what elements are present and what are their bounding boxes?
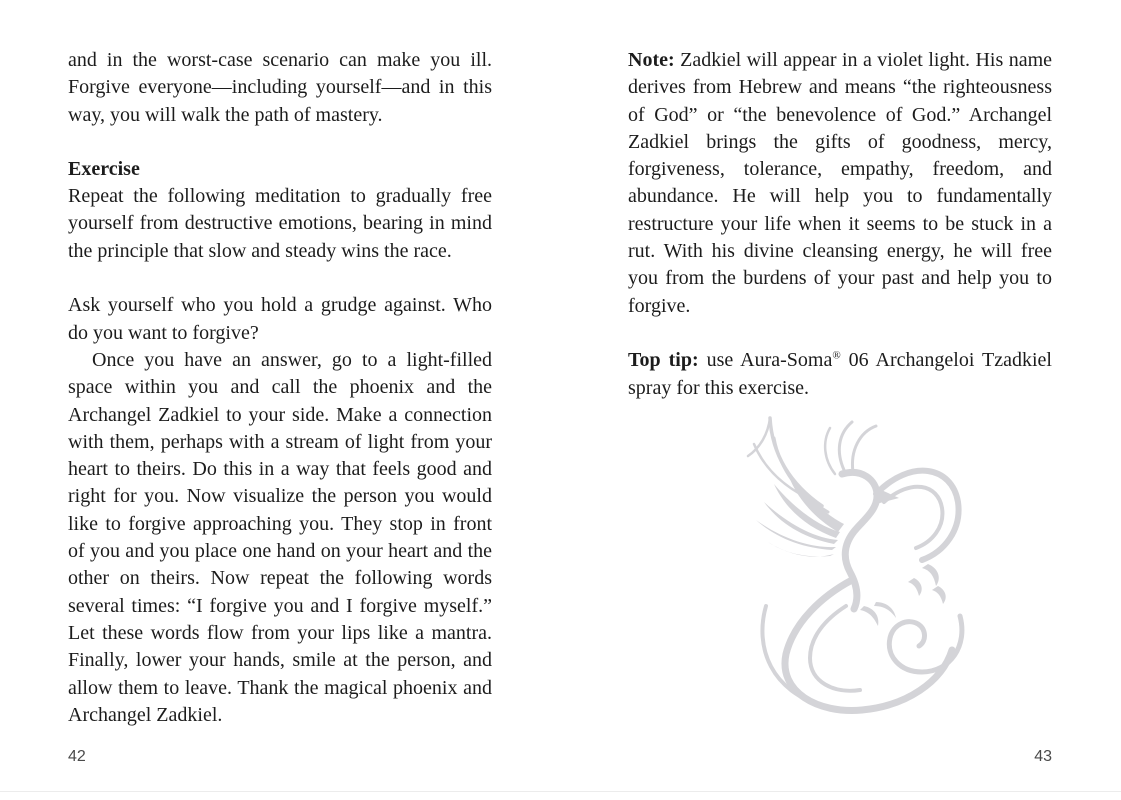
- question-paragraph: Ask yourself who you hold a grudge against. Who do you want to forgive?: [68, 294, 492, 344]
- phoenix-icon: [726, 408, 990, 720]
- page-number-left: 42: [68, 748, 86, 765]
- left-page-text-column: [68, 47, 492, 729]
- registered-trademark-symbol: ®: [832, 349, 841, 362]
- exercise-paragraph: Repeat the following meditation to gradually free yourself from destructive emotions, bearing in mind the principle that slow and steady wins the race.: [68, 185, 492, 262]
- top-tip-paragraph: [628, 347, 1052, 402]
- exercise-heading: Exercise: [68, 157, 140, 180]
- phoenix-illustration: [726, 408, 990, 720]
- top-tip-text-1: use Aura-Soma: [698, 349, 833, 372]
- top-tip-text-2: 06 Archangeloi Tzadkiel spray for this exercise.: [628, 349, 1052, 399]
- note-label: Note:: [628, 49, 675, 71]
- meditation-paragraph: Once you have an answer, go to a light-filled space within you and call the phoenix and the Archangel Zadkiel to your side. Make a connection with them, perhaps with a stream of light from your heart to theirs. Do this in a way that feels good and right for you. Now visualize the person you would like to forgive approaching you. They stop in front of you and you place one hand on your heart and the other on theirs. Now repeat the following words several times: “I forgive you and I forgive myself.” Let these words flow from your lips like a mantra. Finally, lower your hands, smile at the person, and allow them to leave. Thank the magical phoenix and Archangel Zadkiel.: [68, 348, 492, 726]
- top-tip-label: Top tip:: [628, 349, 699, 372]
- right-page-text-column: [628, 47, 1052, 402]
- page-bottom-edge: [0, 791, 1121, 792]
- note-text: Zadkiel will appear in a violet light. His name derives from Hebrew and means “the righteousness of God” or “the benevolence of God.” Archangel Zadkiel brings the gifts of goodness, mercy, forgiveness, tolerance, empathy, freedom, and abundance. He will help you to fundamentally restructure your life when it seems to be stuck in a rut. With his divine cleansing energy, he will free you from the burdens of your past and help you to forgive.: [628, 49, 1052, 317]
- note-paragraph: [628, 47, 1052, 320]
- page-number-right: 43: [1034, 748, 1052, 765]
- continuation-paragraph: and in the worst-case scenario can make you ill. Forgive everyone—including yourself—and in this way, you will walk the path of mastery.: [68, 49, 492, 126]
